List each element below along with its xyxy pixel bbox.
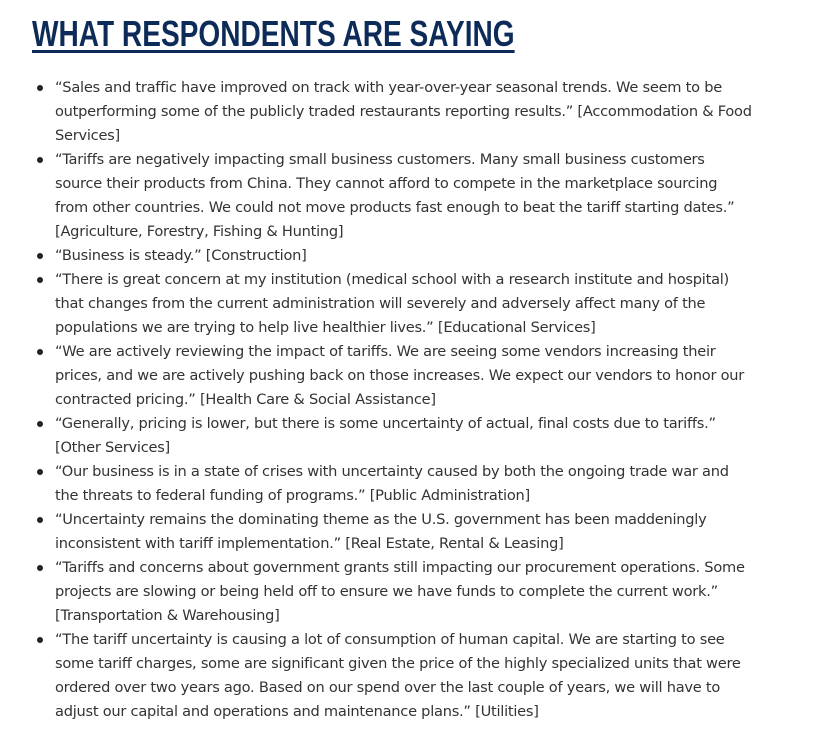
quote-text: “Sales and traffic have improved on track with year-over-year seasonal trends. We seem to be outperforming some of the publicly traded restaurants reporting results.” [Accommodation & Food Services]: [55, 79, 752, 144]
quote-text: “Business is steady.” [Construction]: [55, 247, 307, 264]
quote-item: [32, 508, 752, 556]
quote-text: “Tariffs are negatively impacting small business customers. Many small business customers source their products from China. They cannot afford to compete in the marketplace sourcing from other countries. We could not move products fast enough to beat the tariff starting dates.” [Agriculture, Forestry, Fishing & Hunting]: [55, 151, 735, 240]
quote-item: [32, 340, 752, 412]
quote-item: [32, 412, 752, 460]
respondents-section: [32, 14, 752, 724]
quote-item: [32, 268, 752, 340]
quote-text: “Our business is in a state of crises with uncertainty caused by both the ongoing trade war and the threats to federal funding of programs.” [Public Administration]: [55, 463, 729, 504]
quote-item: [32, 148, 752, 244]
quote-item: [32, 244, 752, 268]
bullet-icon: [37, 421, 43, 427]
bullet-icon: [37, 157, 43, 163]
quote-list: [32, 76, 752, 724]
quote-item: [32, 76, 752, 148]
quote-text: “Tariffs and concerns about government grants still impacting our procurement operations. Some projects are slowing or being held off to ensure we have funds to complete the current work.” [Transportation & Warehousing]: [55, 559, 745, 624]
quote-text: “There is great concern at my institution (medical school with a research institute and hospital) that changes from the current administration will severely and adversely affect many of the populations we are trying to help live healthier lives.” [Educational Services]: [55, 271, 730, 336]
bullet-icon: [37, 253, 43, 259]
quote-text: “The tariff uncertainty is causing a lot of consumption of human capital. We are starting to see some tariff charges, some are significant given the price of the highly specialized units that were ordered over two years ago. Based on our spend over the last couple of years, we will have to adjust our capital and operations and maintenance plans.” [Utilities]: [55, 631, 741, 720]
bullet-icon: [37, 517, 43, 523]
bullet-icon: [37, 277, 43, 283]
bullet-icon: [37, 469, 43, 475]
bullet-icon: [37, 565, 43, 571]
quote-text: “Uncertainty remains the dominating theme as the U.S. government has been maddeningly inconsistent with tariff implementation.” [Real Estate, Rental & Leasing]: [55, 511, 707, 552]
bullet-icon: [37, 637, 43, 643]
quote-item: [32, 628, 752, 724]
bullet-icon: [37, 349, 43, 355]
bullet-icon: [37, 85, 43, 91]
quote-text: “We are actively reviewing the impact of tariffs. We are seeing some vendors increasing their prices, and we are actively pushing back on those increases. We expect our vendors to honor our contracted pricing.” [Health Care & Social Assistance]: [55, 343, 745, 408]
quote-text: “Generally, pricing is lower, but there is some uncertainty of actual, final costs due to tariffs.” [Other Services]: [55, 415, 716, 456]
quote-item: [32, 460, 752, 508]
quote-item: [32, 556, 752, 628]
section-heading: WHAT RESPONDENTS ARE SAYING: [32, 13, 515, 54]
